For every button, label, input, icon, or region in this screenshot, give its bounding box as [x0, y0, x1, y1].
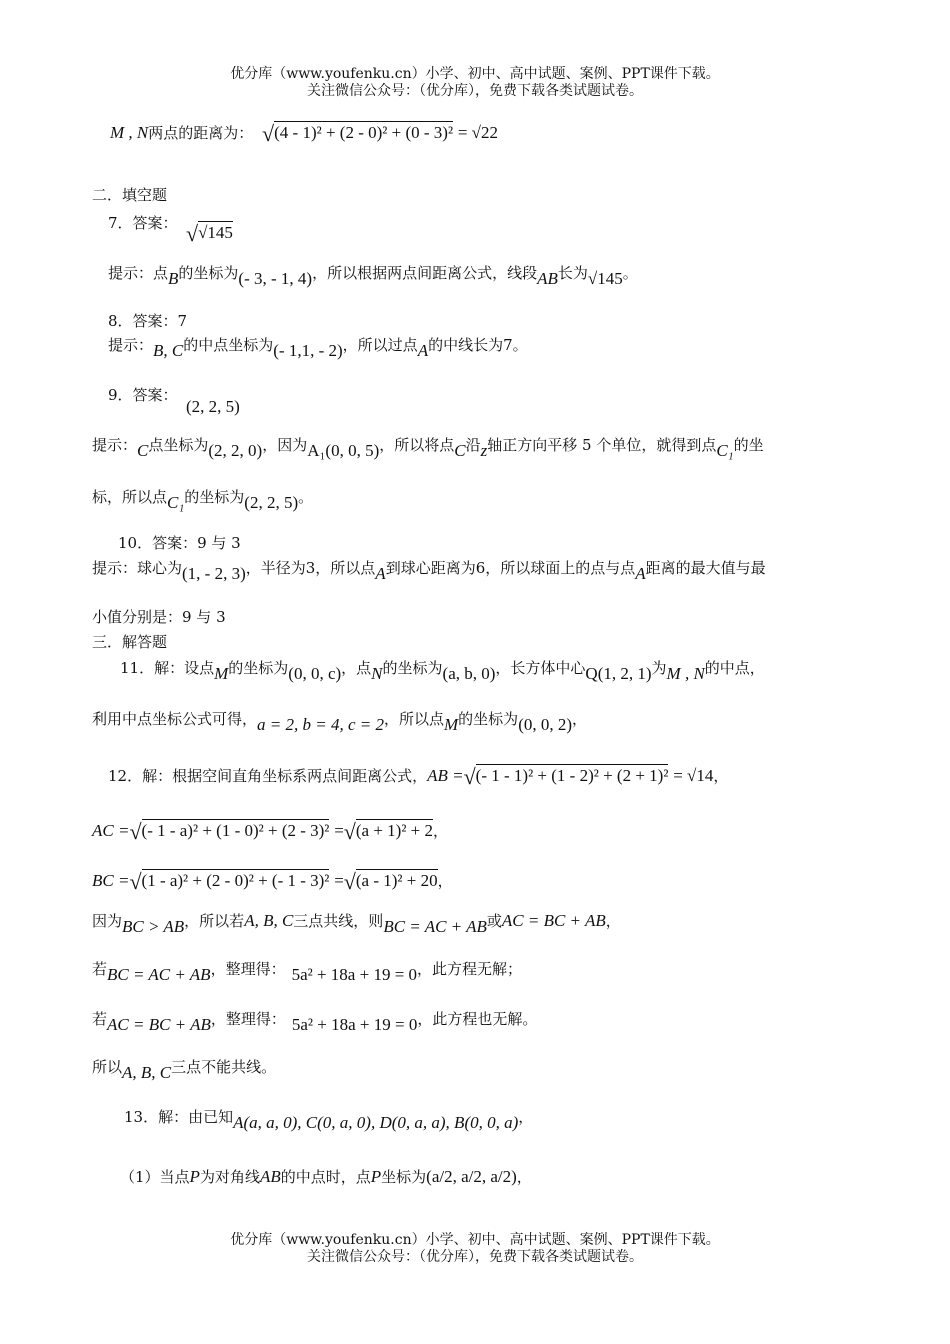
- footer-banner: [0, 1232, 950, 1266]
- footer-line-1: 优分库（www.youfenku.cn）小学、初中、高中试题、案例、PPT课件下载。: [230, 1232, 720, 1248]
- q11-line-2: 利用中点坐标公式可得，a = 2, b = 4, c = 2，所以点M的坐标为(0, 0, 2)，: [92, 710, 588, 734]
- q8-answer: 8．答案：7: [108, 312, 188, 330]
- fraction-coords: (a/2, a/2, a/2): [426, 1167, 517, 1186]
- text-mn-distance: 两点的距离为：: [148, 124, 254, 142]
- q8-hint: 提示：B, C的中点坐标为(- 1,1, - 2)，所以过点A的中线长为7。: [108, 336, 528, 360]
- formula-mn: M , N: [110, 123, 149, 142]
- q7-answer-value: √√145: [186, 221, 233, 246]
- q12-line-7: 所以A, B, C三点不能共线。: [92, 1058, 277, 1082]
- q10-hint-line-2: 小值分别是：9 与 3: [92, 608, 226, 626]
- q12-line-5: 若BC = AC + AB，整理得： 5a² + 18a + 19 = 0，此方程无解；: [92, 960, 523, 984]
- result-mn-distance: = √22: [457, 123, 498, 142]
- q9-answer-label: 9．答案：: [108, 386, 178, 404]
- q7-answer-label: 7．答案：: [108, 214, 178, 232]
- header-line-1: 优分库（www.youfenku.cn）小学、初中、高中试题、案例、PPT课件下载。: [230, 66, 720, 82]
- q13-line-1: 13．解：由已知A(a, a, 0), C(0, a, 0), D(0, a, a), B(0, 0, a)，: [124, 1108, 534, 1132]
- mn-distance-line: [110, 120, 498, 144]
- q9-hint-line-2: 标，所以点C₁的坐标为(2, 2, 5)。: [92, 488, 314, 512]
- q7-hint: 提示：点B的坐标为(- 3, - 1, 4)，所以根据两点间距离公式，线段AB长为√145。: [108, 264, 638, 288]
- q9-hint-line-1: 提示：C点坐标为(2, 2, 0)，因为A₁(0, 0, 5)，所以将点C沿z轴正方向平移 5 个单位，就得到点C₁的坐: [92, 436, 764, 460]
- q10-hint-line-1: 提示：球心为(1, - 2, 3)，半径为3，所以点A到球心距离为6，所以球面上的点与点A距离的最大值与最: [92, 559, 766, 583]
- section-solutions: 三．解答题: [92, 633, 168, 651]
- sqrt-mn-distance: √(4 - 1)² + (2 - 0)² + (0 - 3)²: [262, 121, 454, 146]
- header-banner: [0, 66, 950, 100]
- q11-line-1: 11．解：设点M的坐标为(0, 0, c)，点N的坐标为(a, b, 0)，长方体中心Q(1, 2, 1)为M , N的中点，: [120, 659, 765, 683]
- q12-line-3: BC =√(1 - a)² + (2 - 0)² + (- 1 - 3)² =√(a - 1)² + 20，: [92, 869, 453, 894]
- footer-line-2: 关注微信公众号：（优分库），免费下载各类试题试卷。: [307, 1249, 643, 1265]
- q9-answer-value: (2, 2, 5): [186, 397, 240, 416]
- header-line-2: 关注微信公众号：（优分库），免费下载各类试题试卷。: [307, 83, 643, 99]
- q12-line-4: 因为BC > AB，所以若A, B, C三点共线，则BC = AC + AB或AC = BC + AB，: [92, 911, 621, 936]
- section-fill-in: 二．填空题: [92, 186, 168, 204]
- q10-answer: 10．答案：9 与 3: [118, 534, 241, 552]
- q12-line-6: 若AC = BC + AB，整理得： 5a² + 18a + 19 = 0，此方程也无解。: [92, 1010, 538, 1034]
- q12-line-1: 12．解：根据空间直角坐标系两点间距离公式，AB =√(- 1 - 1)² + (1 - 2)² + (2 + 1)² = √14，: [108, 764, 729, 789]
- q12-line-2: AC =√(- 1 - a)² + (1 - 0)² + (2 - 3)² =√(a + 1)² + 2，: [92, 819, 449, 844]
- q13-line-2: （1）当点P为对角线AB的中点时，点P坐标为(a/2, a/2, a/2)，: [120, 1167, 532, 1186]
